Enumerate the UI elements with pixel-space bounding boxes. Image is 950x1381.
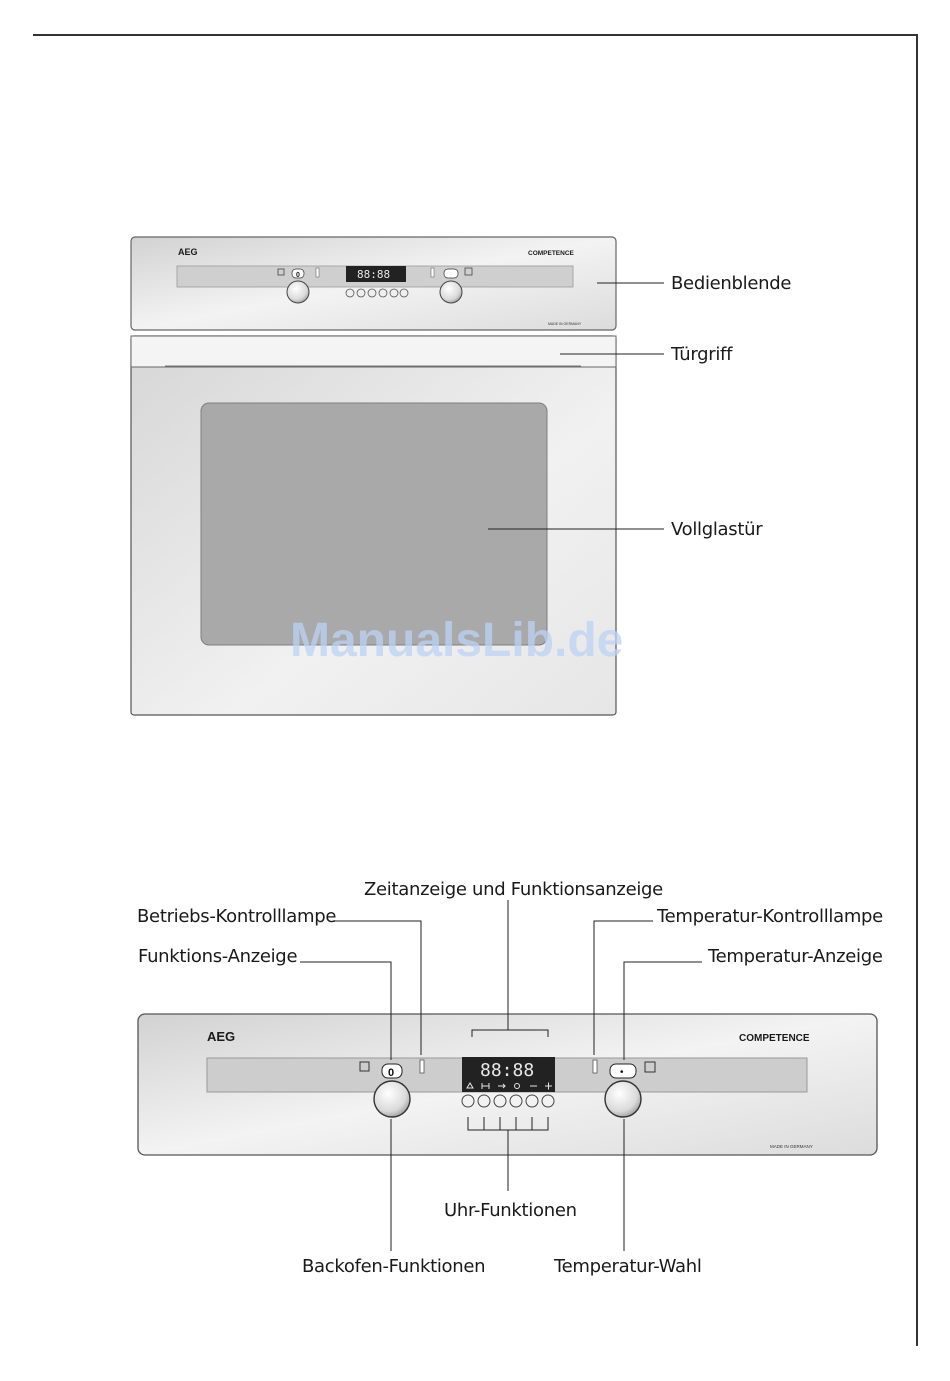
label-temperatur-wahl: Temperatur-Wahl	[554, 1256, 702, 1277]
panel-operation-lamp	[420, 1060, 424, 1073]
panel-clock-digits: 88:88	[480, 1060, 535, 1081]
watermark: ManualsLib.de	[290, 614, 624, 667]
panel-clock-button[interactable]	[510, 1095, 522, 1107]
clock-button[interactable]	[357, 289, 365, 297]
made-in-label: MADE IN GERMANY	[548, 322, 582, 326]
label-betriebs-kontrolllampe: Betriebs-Kontrolllampe	[137, 906, 337, 927]
label-funktions-anzeige: Funktions-Anzeige	[138, 946, 298, 967]
panel-temperature-knob-label: •	[620, 1067, 624, 1078]
label-tuergriff: Türgriff	[671, 344, 733, 365]
panel-made-in-label: MADE IN GERMANY	[770, 1144, 813, 1149]
temperature-lamp	[431, 268, 434, 277]
clock-button[interactable]	[400, 289, 408, 297]
oven-function-knob[interactable]	[287, 281, 309, 303]
panel-brand-logo: AEG	[207, 1029, 236, 1044]
label-uhr-funktionen: Uhr-Funktionen	[444, 1200, 577, 1221]
label-bedienblende: Bedienblende	[671, 273, 792, 294]
panel-clock-button[interactable]	[542, 1095, 554, 1107]
panel-oven-function-knob[interactable]	[374, 1081, 410, 1117]
brand-logo: AEG	[178, 247, 198, 257]
oven-function-knob-label: 0	[296, 272, 300, 279]
door-glass	[201, 403, 547, 645]
panel-clock-button[interactable]	[526, 1095, 538, 1107]
label-temperatur-kontrolllampe: Temperatur-Kontrolllampe	[657, 906, 883, 927]
panel-clock-button[interactable]	[478, 1095, 490, 1107]
panel-clock-button[interactable]	[494, 1095, 506, 1107]
model-name: COMPETENCE	[528, 250, 574, 257]
clock-button[interactable]	[390, 289, 398, 297]
temperature-knob-marker	[444, 269, 458, 278]
panel-model-name: COMPETENCE	[739, 1033, 810, 1044]
label-temperatur-anzeige: Temperatur-Anzeige	[708, 946, 883, 967]
label-backofen-funktionen: Backofen-Funktionen	[302, 1256, 486, 1277]
temperature-knob[interactable]	[440, 281, 462, 303]
label-vollglastuer: Vollglastür	[671, 519, 763, 540]
clock-button[interactable]	[346, 289, 354, 297]
operation-lamp	[316, 268, 319, 277]
clock-button[interactable]	[379, 289, 387, 297]
panel-oven-function-knob-label: 0	[388, 1067, 395, 1079]
panel-clock-button[interactable]	[462, 1095, 474, 1107]
panel-temperature-knob[interactable]	[605, 1081, 641, 1117]
clock-button[interactable]	[368, 289, 376, 297]
door-handle[interactable]	[131, 336, 616, 367]
clock-display-digits: 88:88	[357, 268, 391, 281]
label-zeitanzeige: Zeitanzeige und Funktionsanzeige	[364, 879, 663, 900]
panel-temperature-lamp	[593, 1060, 597, 1073]
